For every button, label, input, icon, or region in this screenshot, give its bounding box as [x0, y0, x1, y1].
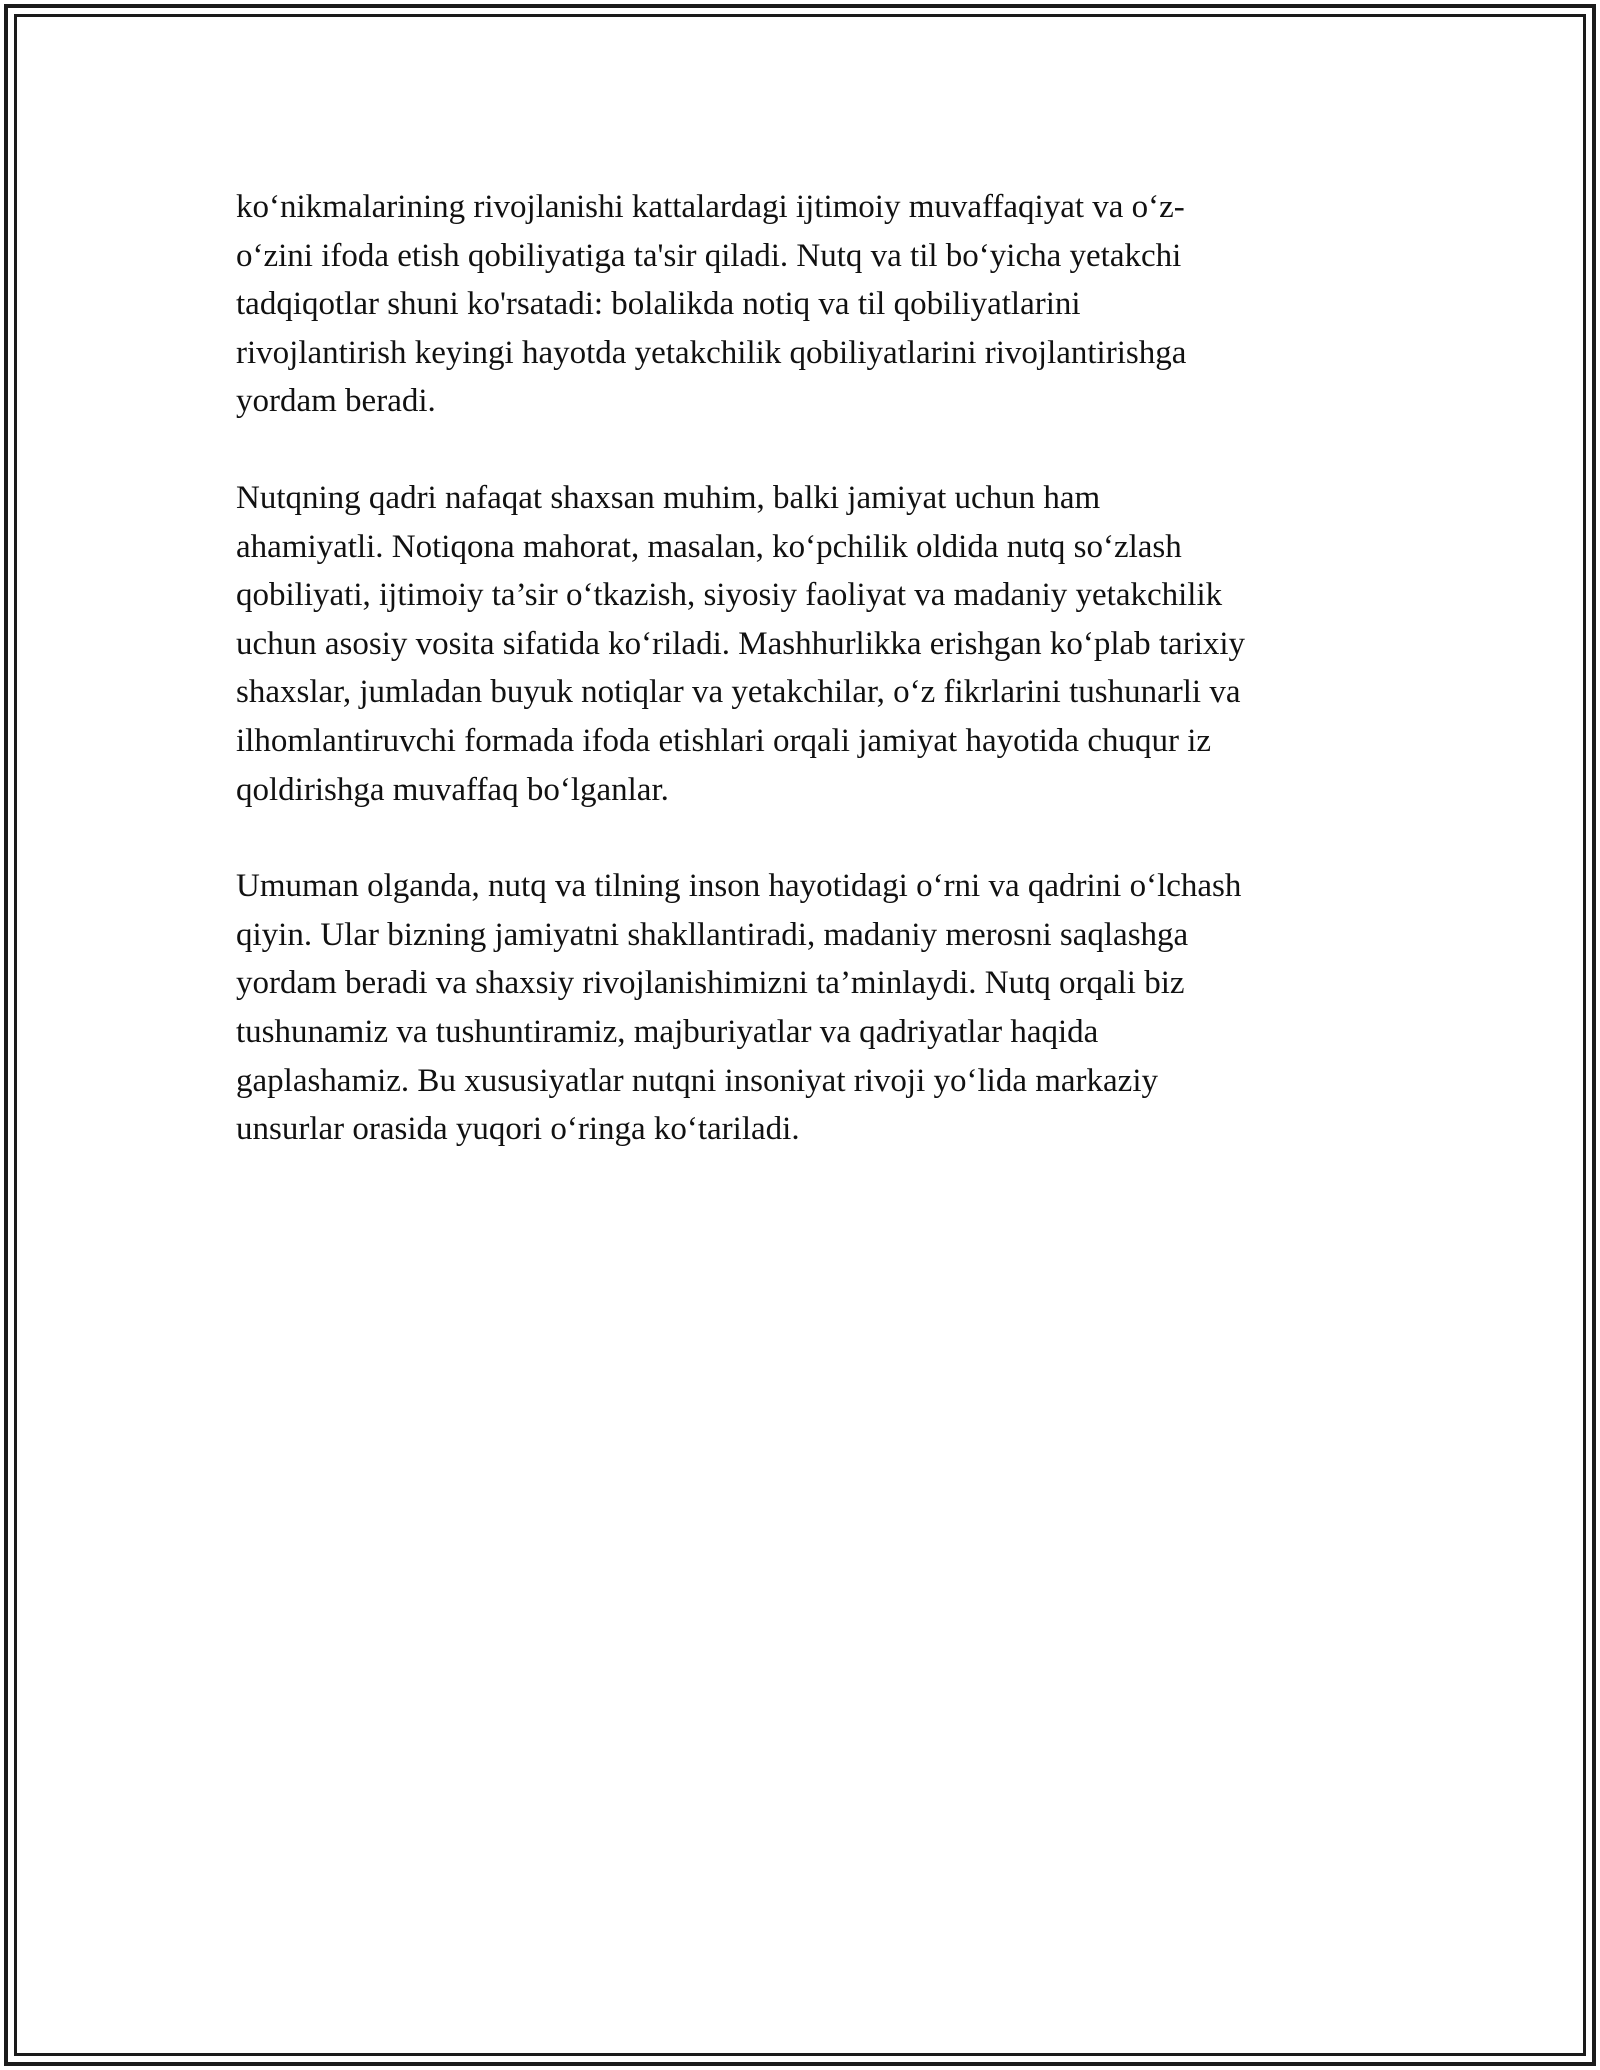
text-line: tadqiqotlar shuni ko'rsatadi: bolalikda notiq va til qobiliyatlarini: [236, 286, 1081, 323]
text-line: ko‘nikmalarining rivojlanishi kattalardagi ijtimoiy muvaffaqiyat va o‘z-: [236, 189, 1185, 225]
paragraph-3: [236, 862, 1366, 1154]
text-line: ilhomlantiruvchi formada ifoda etishlari orqali jamiyat hayotida chuqur iz: [236, 722, 1212, 759]
document-body: [236, 183, 1366, 1202]
paragraph-2: [236, 474, 1366, 814]
text-line: tushunamiz va tushuntiramiz, majburiyatlar va qadriyatlar haqida: [236, 1013, 1099, 1050]
text-line: Umuman olganda, nutq va tilning inson hayotidagi o‘rni va qadrini o‘lchash: [236, 868, 1242, 905]
text-line: gaplashamiz. Bu xususiyatlar nutqni insoniyat rivoji yo‘lida markaziy: [236, 1062, 1158, 1099]
paragraph-1: [236, 183, 1366, 426]
text-line: qobiliyati, ijtimoiy ta’sir o‘tkazish, siyosiy faoliyat va madaniy yetakchilik: [236, 577, 1223, 614]
text-line: o‘zini ifoda etish qobiliyatiga ta'sir qiladi. Nutq va til bo‘yicha yetakchi: [236, 237, 1182, 274]
text-line: qoldirishga muvaffaq bo‘lganlar.: [236, 771, 669, 808]
text-line: ahamiyatli. Notiqona mahorat, masalan, ko‘pchilik oldida nutq so‘zlash: [236, 528, 1182, 565]
text-line: yordam beradi.: [236, 383, 436, 420]
text-line: yordam beradi va shaxsiy rivojlanishimizni ta’minlaydi. Nutq orqali biz: [236, 965, 1185, 1002]
text-line: rivojlantirish keyingi hayotda yetakchilik qobiliyatlarini rivojlantirishga: [236, 334, 1187, 371]
text-line: unsurlar orasida yuqori o‘ringa ko‘tariladi.: [236, 1111, 800, 1148]
text-line: uchun asosiy vosita sifatida ko‘riladi. Mashhurlikka erishgan ko‘plab tarixiy: [236, 625, 1246, 662]
text-line: Nutqning qadri nafaqat shaxsan muhim, balki jamiyat uchun ham: [236, 479, 1101, 516]
text-line: qiyin. Ular bizning jamiyatni shakllantiradi, madaniy merosni saqlashga: [236, 916, 1189, 953]
text-line: shaxslar, jumladan buyuk notiqlar va yetakchilar, o‘z fikrlarini tushunarli va: [236, 674, 1241, 711]
